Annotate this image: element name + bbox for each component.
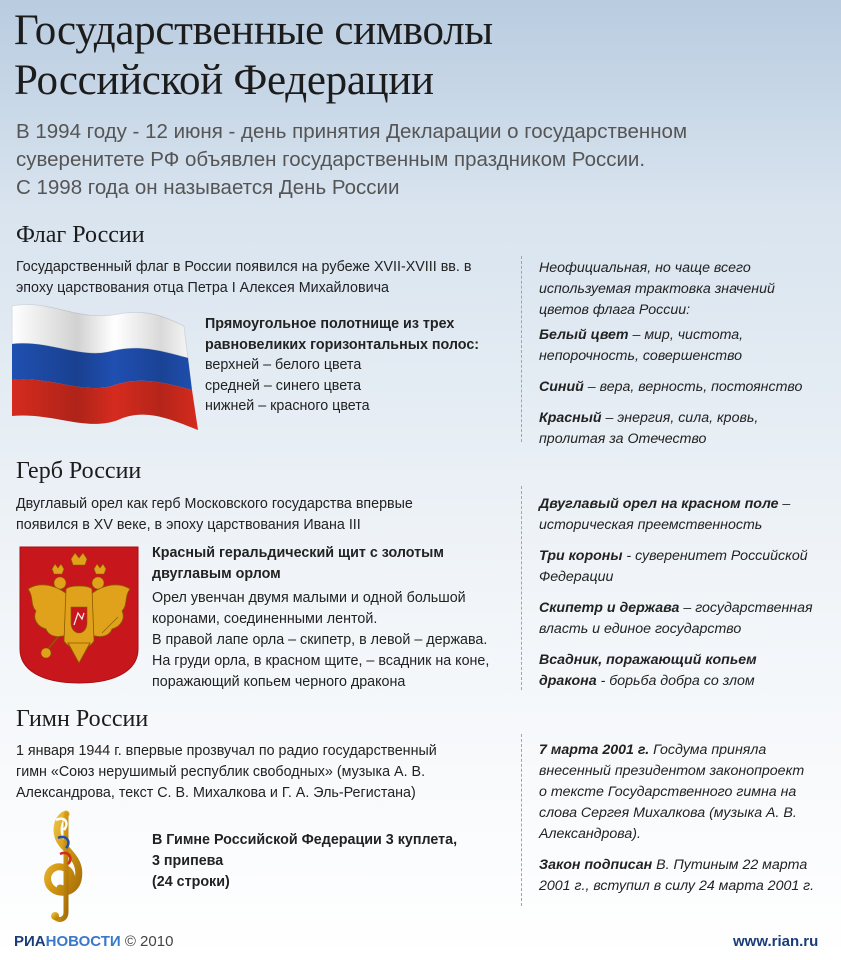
- anthem-text: [16, 741, 437, 804]
- text-line: Государственный флаг в России появился на рубеже XVII-XVIII вв. в: [16, 259, 472, 275]
- coat-of-arms-icon: [18, 545, 140, 685]
- divider: [521, 256, 522, 442]
- ria-novosti-logo[interactable]: [14, 933, 173, 950]
- text-line: Прямоугольное полотнище из трех: [205, 316, 455, 332]
- text-line: - суверенитет Российской: [622, 548, 808, 564]
- text-line: пролитая за Отечество: [539, 431, 707, 447]
- russian-flag-icon: [8, 300, 200, 434]
- text-line: Александрова, текст С. В. Михалкова и Г. А. Эль-Регистана): [16, 785, 416, 801]
- flag-stripes-list: [205, 355, 370, 417]
- stripe-item: средней – синего цвета: [205, 377, 362, 394]
- text-line: слова Сергея Михалкова (музыка А. В.: [539, 805, 797, 821]
- logo-ria: РИА: [14, 933, 46, 950]
- text-line: В Гимне Российской Федерации 3 куплета,: [152, 832, 458, 848]
- flag-heading: Флаг России: [16, 222, 145, 248]
- text-line: – государственная: [679, 600, 813, 616]
- text-line: Госдума приняла: [649, 742, 767, 758]
- divider: [521, 734, 522, 906]
- text-line: (24 строки): [152, 874, 230, 890]
- white-term: Белый цвет: [539, 327, 629, 343]
- red-term: Красный: [539, 410, 602, 426]
- page-title: [14, 6, 814, 106]
- treble-clef-icon: [36, 808, 90, 926]
- flag-colors-meaning: [539, 258, 834, 460]
- coat-text: [16, 494, 413, 536]
- anthem-heading: Гимн России: [16, 706, 149, 732]
- text-line: власть и единое государство: [539, 621, 742, 637]
- text-line: о тексте Государственного гимна на: [539, 784, 797, 800]
- text-line: В правой лапе орла – скипетр, в левой – держава.: [152, 632, 488, 648]
- term: 7 марта 2001 г.: [539, 742, 650, 758]
- term: Три короны: [539, 548, 623, 564]
- intro-line: суверенитете РФ объявлен государственным праздником России.: [16, 148, 646, 171]
- term: Закон подписан: [539, 857, 653, 873]
- text-line: эпоху царствования отца Петра I Алексея Михайловича: [16, 280, 389, 296]
- intro-line: В 1994 году - 12 июня - день принятия Декларации о государственном: [16, 120, 688, 143]
- text-line: 3 припева: [152, 853, 224, 869]
- anthem-history: [539, 740, 834, 907]
- coat-bold-text: [152, 543, 444, 585]
- text-line: Орел увенчан двумя малыми и одной большой: [152, 590, 466, 606]
- stripe-item: верхней – белого цвета: [205, 357, 362, 373]
- anthem-bold-text: [152, 830, 457, 893]
- intro-line: С 1998 года он называется День России: [16, 176, 400, 199]
- copyright: © 2010: [120, 933, 174, 950]
- text-line: Федерации: [539, 569, 614, 585]
- text-line: гимн «Союз нерушимый республик свободных» (музыка А. В.: [16, 764, 426, 780]
- logo-novosti: НОВОСТИ: [45, 933, 121, 950]
- site-url-link[interactable]: www.rian.ru: [733, 933, 819, 950]
- blue-term: Синий: [539, 379, 584, 395]
- text-line: – вера, верность, постоянство: [583, 379, 803, 395]
- text-line: – мир, чистота,: [628, 327, 744, 343]
- text-line: Неофициальная, но чаще всего: [539, 260, 751, 276]
- text-line: - борьба добра со злом: [596, 673, 755, 689]
- text-line: цветов флага России:: [539, 302, 691, 318]
- text-line: двуглавым орлом: [152, 566, 281, 582]
- stripe-item: нижней – красного цвета: [205, 398, 370, 414]
- divider: [521, 486, 522, 690]
- intro-text: [16, 118, 826, 202]
- text-line: Красный геральдический щит с золотым: [152, 545, 444, 561]
- text-line: поражающий копьем черного дракона: [152, 674, 406, 690]
- flag-bold-text: [205, 314, 479, 356]
- text-line: –: [778, 496, 791, 512]
- text-line: используемая трактовка значений: [539, 281, 775, 297]
- text-line: 1 января 1944 г. впервые прозвучал по радио государственный: [16, 743, 437, 759]
- term: дракона: [539, 673, 597, 689]
- term: Двуглавый орел на красном поле: [539, 496, 779, 512]
- text-line: равновеликих горизонтальных полос:: [205, 337, 480, 353]
- coat-symbols-meaning: [539, 494, 834, 702]
- text-line: внесенный президентом законопроект: [539, 763, 805, 779]
- text-line: 2001 г., вступил в силу 24 марта 2001 г.: [539, 878, 815, 894]
- term: Скипетр и держава: [539, 600, 680, 616]
- title-line: Российской Федерации: [14, 57, 434, 104]
- text-line: На груди орла, в красном щите, – всадник на коне,: [152, 653, 490, 669]
- coat-heading: Герб России: [16, 458, 142, 484]
- text-line: непорочность, совершенство: [539, 348, 743, 364]
- text-line: Двуглавый орел как герб Московского государства впервые: [16, 496, 413, 512]
- text-line: – энергия, сила, кровь,: [601, 410, 759, 426]
- text-line: Александрова).: [539, 826, 641, 842]
- coat-description: [152, 588, 489, 693]
- text-line: историческая преемственность: [539, 517, 763, 533]
- flag-text: [16, 257, 471, 299]
- text-line: В. Путиным 22 марта: [652, 857, 808, 873]
- text-line: коронами, соединенными лентой.: [152, 611, 378, 627]
- text-line: появился в XV веке, в эпоху царствования Ивана III: [16, 517, 361, 533]
- term: Всадник, поражающий копьем: [539, 652, 757, 668]
- title-line: Государственные символы: [14, 7, 493, 54]
